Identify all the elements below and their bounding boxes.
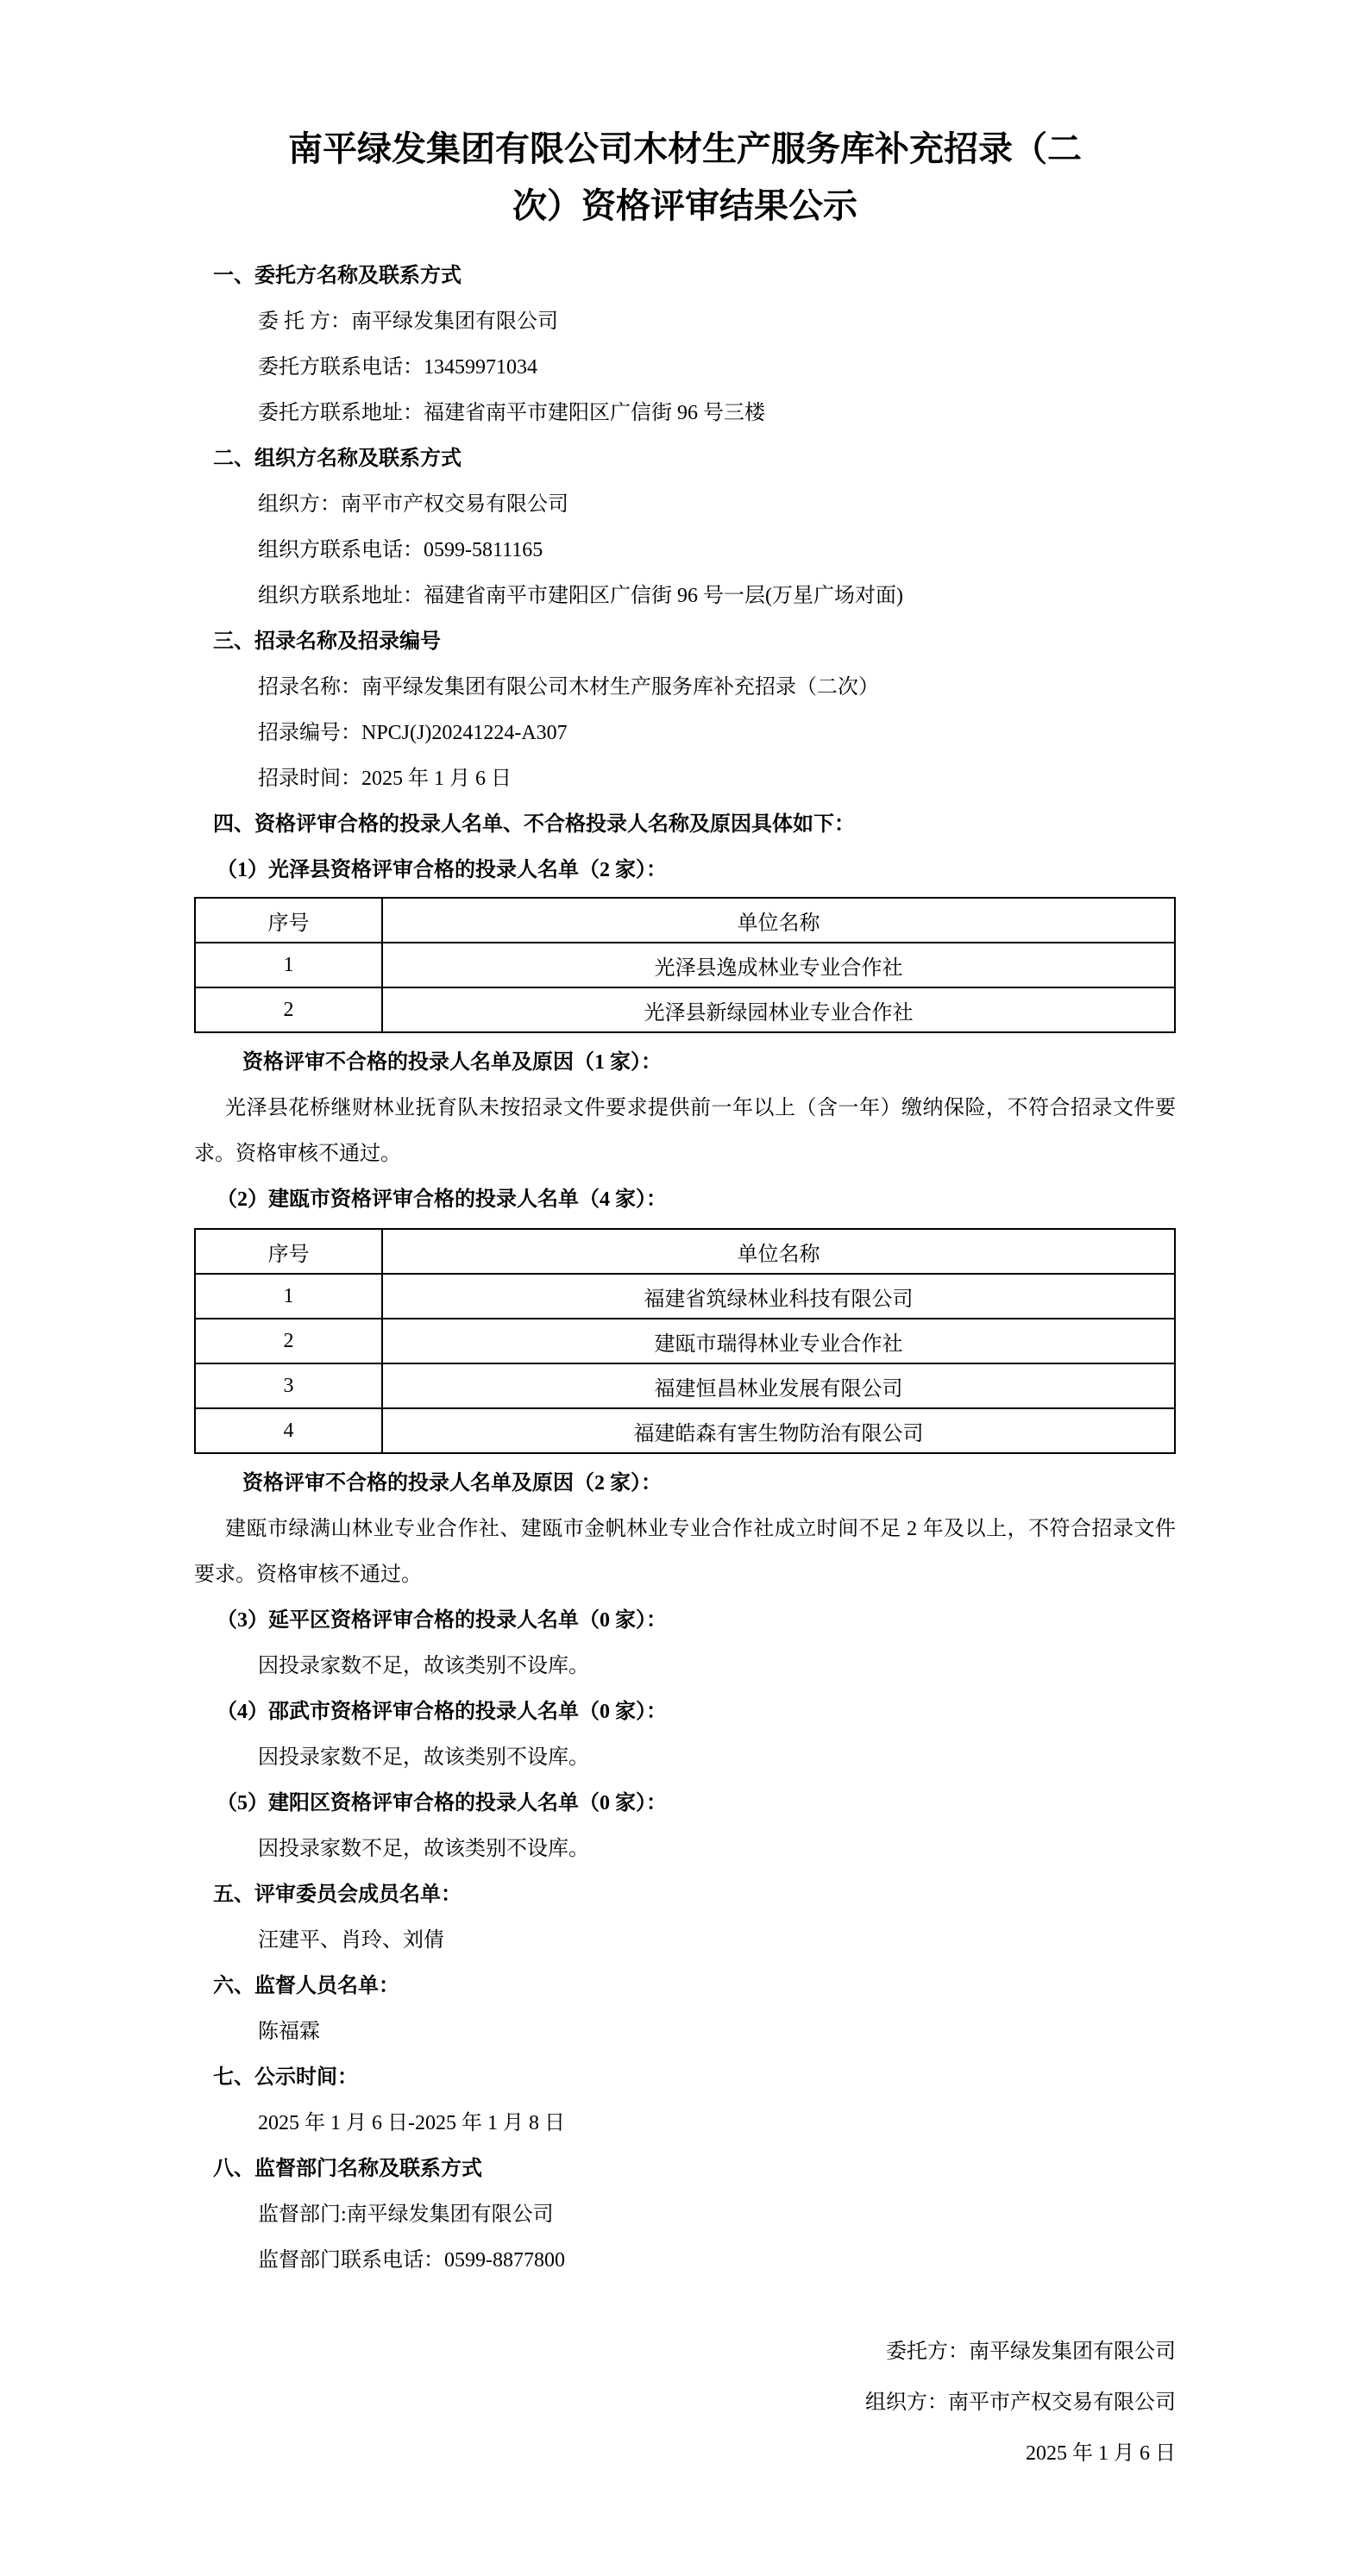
signature-client: 委托方：南平绿发集团有限公司	[886, 2341, 1176, 2363]
table-header-row	[195, 1229, 1175, 1274]
cell-no: 1	[195, 1274, 382, 1319]
recruitment-name-line: 招录名称：南平绿发集团有限公司木材生产服务库补充招录（二次）	[258, 676, 879, 699]
recruitment-code-line: 招录编号：NPCJ(J)20241224-A307	[258, 722, 568, 744]
committee-members-line: 汪建平、肖玲、刘倩	[258, 1929, 444, 1952]
cell-name: 光泽县逸成林业专业合作社	[382, 943, 1175, 987]
jianou-qualified-table	[194, 1228, 1176, 1454]
header-cell-name: 单位名称	[382, 1229, 1175, 1274]
group-1-fail-title: 资格评审不合格的投录人名单及原因（1 家）：	[242, 1051, 662, 1074]
group-1-fail-reason: 光泽县花桥继财林业抚育队未按招录文件要求提供前一年以上（含一年）缴纳保险，不符合招录文件要求。资格审核不通过。	[194, 1097, 1176, 1165]
group-1-subheading: （1）光泽县资格评审合格的投录人名单（2 家）：	[217, 859, 667, 881]
document-body	[194, 254, 1176, 2284]
document-title-line2: 次）资格评审结果公示	[512, 186, 857, 225]
organizer-phone-line: 组织方联系电话：0599-5811165	[258, 539, 543, 561]
organizer-name-line: 组织方：南平市产权交易有限公司	[258, 493, 568, 516]
supervisor-name-line: 陈福霖	[258, 2021, 320, 2043]
cell-name: 福建省筑绿林业科技有限公司	[382, 1274, 1175, 1319]
table-row	[195, 1319, 1175, 1363]
section-6-heading: 六、监督人员名单：	[213, 1975, 399, 1997]
group-2-fail-reason: 建瓯市绿满山林业专业合作社、建瓯市金帆林业专业合作社成立时间不足 2 年及以上，不符合招录文件要求。资格审核不通过。	[194, 1518, 1176, 1586]
supervision-department-line: 监督部门:南平绿发集团有限公司	[258, 2203, 554, 2226]
cell-no: 1	[195, 943, 382, 987]
table-row	[195, 943, 1175, 987]
cell-no: 2	[195, 1319, 382, 1363]
signature-block	[194, 2327, 1176, 2479]
client-name-line: 委 托 方：南平绿发集团有限公司	[258, 310, 558, 333]
table-row	[195, 1363, 1175, 1408]
section-8-heading: 八、监督部门名称及联系方式	[213, 2158, 482, 2180]
table-row	[195, 1408, 1175, 1453]
section-3-heading: 三、招录名称及招录编号	[213, 630, 441, 653]
cell-name: 福建皓森有害生物防治有限公司	[382, 1408, 1175, 1453]
client-phone-line: 委托方联系电话：13459971034	[258, 356, 537, 379]
cell-name: 光泽县新绿园林业专业合作社	[382, 987, 1175, 1032]
supervision-phone-line: 监督部门联系电话：0599-8877800	[258, 2249, 565, 2272]
section-5-heading: 五、评审委员会成员名单：	[213, 1883, 462, 1906]
organizer-address-line: 组织方联系地址：福建省南平市建阳区广信街 96 号一层(万星广场对面)	[258, 585, 903, 607]
group-2-fail-title: 资格评审不合格的投录人名单及原因（2 家）：	[242, 1472, 662, 1495]
cell-no: 2	[195, 987, 382, 1032]
publicity-period-line: 2025 年 1 月 6 日-2025 年 1 月 8 日	[258, 2112, 565, 2134]
group-4-subheading: （4）邵武市资格评审合格的投录人名单（0 家）：	[217, 1701, 667, 1723]
cell-no: 4	[195, 1408, 382, 1453]
table-header-row	[195, 898, 1175, 943]
cell-no: 3	[195, 1363, 382, 1408]
section-4-heading: 四、资格评审合格的投录人名单、不合格投录人名称及原因具体如下：	[213, 813, 855, 836]
group-2-subheading: （2）建瓯市资格评审合格的投录人名单（4 家）：	[217, 1188, 667, 1211]
header-cell-name: 单位名称	[382, 898, 1175, 943]
signature-organizer: 组织方：南平市产权交易有限公司	[865, 2391, 1176, 2414]
table-row	[195, 987, 1175, 1032]
table-row	[195, 1274, 1175, 1319]
group-4-note: 因投录家数不足，故该类别不设库。	[258, 1746, 589, 1769]
client-address-line: 委托方联系地址：福建省南平市建阳区广信街 96 号三楼	[258, 402, 765, 424]
group-5-note: 因投录家数不足，故该类别不设库。	[258, 1838, 589, 1860]
recruitment-time-line: 招录时间：2025 年 1 月 6 日	[258, 768, 512, 790]
header-cell-no: 序号	[195, 1229, 382, 1274]
header-cell-no: 序号	[195, 898, 382, 943]
section-1-heading: 一、委托方名称及联系方式	[213, 265, 462, 287]
section-2-heading: 二、组织方名称及联系方式	[213, 448, 462, 470]
document-title	[194, 121, 1176, 235]
group-3-note: 因投录家数不足，故该类别不设库。	[258, 1655, 589, 1677]
cell-name: 建瓯市瑞得林业专业合作社	[382, 1319, 1175, 1363]
section-7-heading: 七、公示时间：	[213, 2066, 358, 2089]
guangze-qualified-table	[194, 897, 1176, 1033]
signature-date: 2025 年 1 月 6 日	[1026, 2442, 1176, 2465]
document-title-line1: 南平绿发集团有限公司木材生产服务库补充招录（二	[288, 129, 1082, 168]
group-3-subheading: （3）延平区资格评审合格的投录人名单（0 家）：	[217, 1609, 667, 1632]
group-5-subheading: （5）建阳区资格评审合格的投录人名单（0 家）：	[217, 1792, 667, 1814]
cell-name: 福建恒昌林业发展有限公司	[382, 1363, 1175, 1408]
